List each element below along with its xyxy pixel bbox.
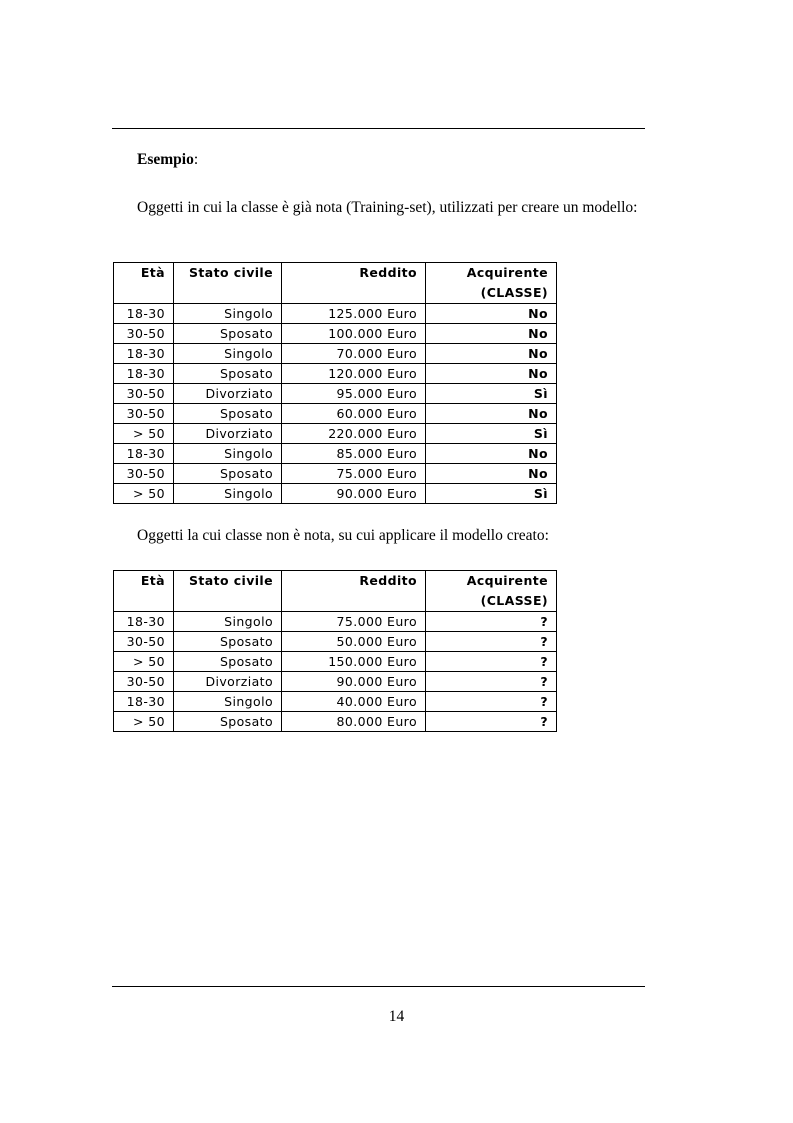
table-row — [114, 344, 557, 364]
table-row — [114, 464, 557, 484]
header-rule — [112, 128, 645, 129]
cell-reddito: 60.000 Euro — [282, 404, 426, 424]
cell-stato-civile: Singolo — [174, 344, 282, 364]
col-header-acquirente-line2: (CLASSE) — [480, 285, 548, 300]
cell-classe: No — [426, 364, 557, 384]
cell-eta: 30-50 — [114, 672, 174, 692]
cell-stato-civile: Divorziato — [174, 384, 282, 404]
cell-reddito: 100.000 Euro — [282, 324, 426, 344]
example-heading — [137, 151, 198, 169]
cell-classe: Sì — [426, 484, 557, 504]
cell-eta: > 50 — [114, 712, 174, 732]
cell-reddito: 150.000 Euro — [282, 652, 426, 672]
col-header-stato-civile: Stato civile — [174, 263, 282, 304]
cell-reddito: 75.000 Euro — [282, 612, 426, 632]
cell-classe: No — [426, 304, 557, 324]
cell-eta: 30-50 — [114, 404, 174, 424]
cell-classe: ? — [426, 672, 557, 692]
table-row — [114, 324, 557, 344]
cell-stato-civile: Singolo — [174, 444, 282, 464]
training-set-table — [113, 262, 557, 504]
cell-stato-civile: Singolo — [174, 612, 282, 632]
table-row — [114, 404, 557, 424]
cell-stato-civile: Sposato — [174, 364, 282, 384]
cell-stato-civile: Divorziato — [174, 424, 282, 444]
cell-classe: ? — [426, 712, 557, 732]
cell-reddito: 90.000 Euro — [282, 672, 426, 692]
cell-eta: 18-30 — [114, 304, 174, 324]
cell-reddito: 125.000 Euro — [282, 304, 426, 324]
cell-reddito: 95.000 Euro — [282, 384, 426, 404]
cell-classe: No — [426, 404, 557, 424]
cell-eta: 30-50 — [114, 464, 174, 484]
table-row — [114, 712, 557, 732]
table-row — [114, 672, 557, 692]
cell-eta: 18-30 — [114, 692, 174, 712]
cell-stato-civile: Singolo — [174, 484, 282, 504]
cell-eta: 30-50 — [114, 324, 174, 344]
col-header-reddito: Reddito — [282, 571, 426, 612]
cell-eta: > 50 — [114, 424, 174, 444]
training-set-intro: Oggetti in cui la classe è già nota (Training-set), utilizzati per creare un modello: — [137, 199, 638, 216]
cell-eta: 30-50 — [114, 632, 174, 652]
table-header-row — [114, 571, 557, 612]
cell-reddito: 80.000 Euro — [282, 712, 426, 732]
cell-eta: 30-50 — [114, 384, 174, 404]
cell-eta: 18-30 — [114, 344, 174, 364]
table-row — [114, 632, 557, 652]
cell-stato-civile: Sposato — [174, 632, 282, 652]
table-row — [114, 424, 557, 444]
col-header-acquirente — [426, 571, 557, 612]
col-header-acquirente-line2: (CLASSE) — [480, 593, 548, 608]
table-row — [114, 652, 557, 672]
cell-reddito: 85.000 Euro — [282, 444, 426, 464]
example-heading-label: Esempio — [137, 151, 194, 168]
cell-classe: No — [426, 464, 557, 484]
table-row — [114, 304, 557, 324]
cell-stato-civile: Singolo — [174, 304, 282, 324]
table-row — [114, 692, 557, 712]
cell-stato-civile: Sposato — [174, 652, 282, 672]
cell-stato-civile: Sposato — [174, 404, 282, 424]
page-number: 14 — [388, 1008, 405, 1025]
col-header-reddito: Reddito — [282, 263, 426, 304]
table-row — [114, 444, 557, 464]
cell-reddito: 50.000 Euro — [282, 632, 426, 652]
cell-reddito: 40.000 Euro — [282, 692, 426, 712]
cell-classe: ? — [426, 612, 557, 632]
cell-reddito: 70.000 Euro — [282, 344, 426, 364]
table-row — [114, 384, 557, 404]
cell-classe: Sì — [426, 384, 557, 404]
col-header-acquirente — [426, 263, 557, 304]
example-heading-colon: : — [193, 151, 199, 168]
col-header-eta: Età — [114, 263, 174, 304]
table-row — [114, 484, 557, 504]
col-header-eta: Età — [114, 571, 174, 612]
cell-eta: 18-30 — [114, 612, 174, 632]
table-header-row — [114, 263, 557, 304]
cell-classe: ? — [426, 632, 557, 652]
cell-stato-civile: Divorziato — [174, 672, 282, 692]
table-row — [114, 612, 557, 632]
cell-classe: No — [426, 344, 557, 364]
cell-eta: 18-30 — [114, 444, 174, 464]
footer-rule — [112, 986, 645, 987]
cell-stato-civile: Singolo — [174, 692, 282, 712]
cell-eta: 18-30 — [114, 364, 174, 384]
cell-classe: ? — [426, 652, 557, 672]
cell-stato-civile: Sposato — [174, 324, 282, 344]
col-header-stato-civile: Stato civile — [174, 571, 282, 612]
cell-classe: ? — [426, 692, 557, 712]
cell-classe: No — [426, 444, 557, 464]
cell-stato-civile: Sposato — [174, 464, 282, 484]
test-set-intro: Oggetti la cui classe non è nota, su cui applicare il modello creato: — [137, 527, 549, 544]
cell-reddito: 220.000 Euro — [282, 424, 426, 444]
cell-reddito: 120.000 Euro — [282, 364, 426, 384]
cell-reddito: 75.000 Euro — [282, 464, 426, 484]
cell-eta: > 50 — [114, 652, 174, 672]
table-row — [114, 364, 557, 384]
test-set-table — [113, 570, 557, 732]
cell-classe: Sì — [426, 424, 557, 444]
cell-classe: No — [426, 324, 557, 344]
cell-stato-civile: Sposato — [174, 712, 282, 732]
cell-reddito: 90.000 Euro — [282, 484, 426, 504]
cell-eta: > 50 — [114, 484, 174, 504]
col-header-acquirente-line1: Acquirente — [466, 265, 548, 280]
col-header-acquirente-line1: Acquirente — [466, 573, 548, 588]
